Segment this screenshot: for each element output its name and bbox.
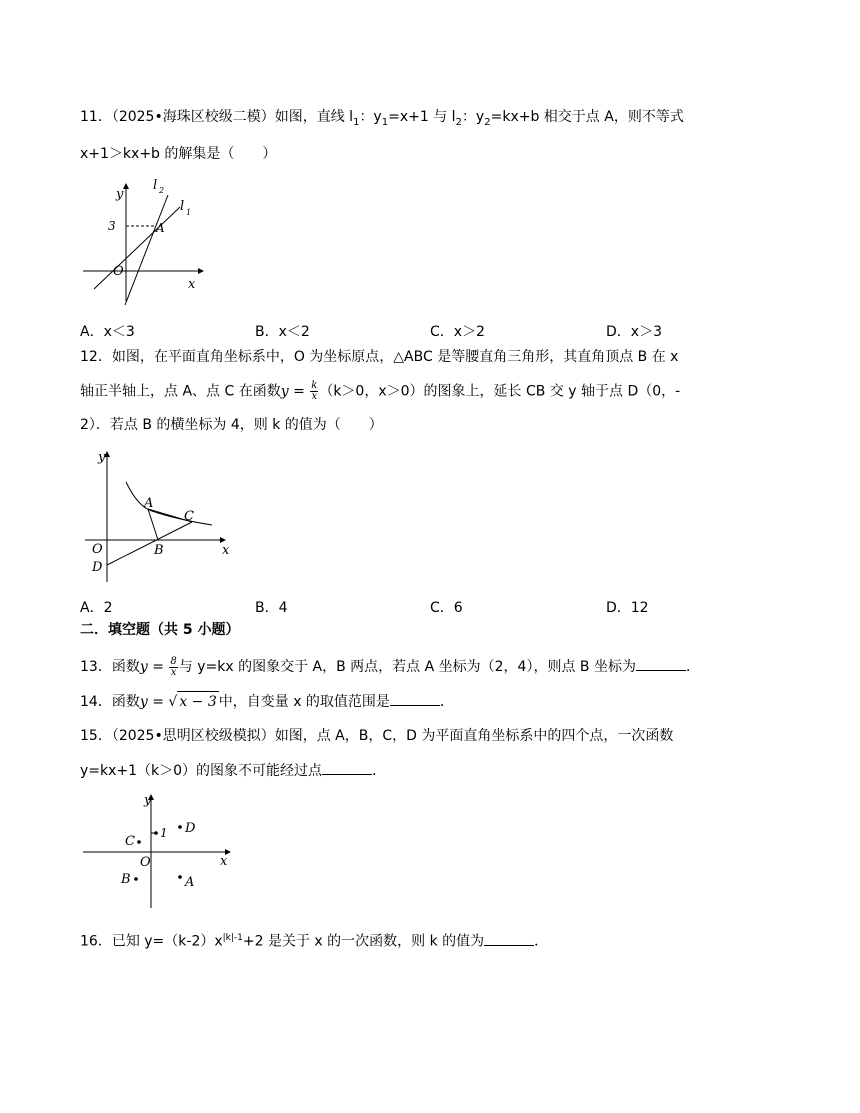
q15-line2 <box>80 760 386 781</box>
q12-label-d: D <box>92 560 103 575</box>
q12-label-b: B <box>154 543 164 558</box>
q11-line-l2 <box>125 195 168 305</box>
q12-math-eq: = <box>288 383 310 400</box>
q15-text: y=kx+1（k＞0）的图象不可能经过点 <box>80 763 323 779</box>
q14-text-b: 中，自变量 x 的取值范围是 <box>218 694 390 710</box>
q12-option-b: B．4 <box>255 600 288 616</box>
radical-sign-icon: √ <box>168 694 178 710</box>
q12-fraction <box>310 381 318 402</box>
q16-line <box>80 928 548 952</box>
q12-frac-den: x <box>311 391 318 402</box>
q13-math-y: y <box>139 659 148 675</box>
q15-point-c <box>137 840 141 844</box>
q13-math-eq: = <box>147 659 169 675</box>
q11-sub: 2 <box>484 116 491 128</box>
q11-option-c: C．x＞2 <box>430 324 485 340</box>
q13-fraction <box>169 657 177 678</box>
q15-label-o: O <box>140 855 151 870</box>
q13-frac-num: 8 <box>170 655 177 667</box>
q11-text-e: =kx+b 相交于点 A，则不等式 <box>490 109 684 125</box>
q15-label-b: B <box>121 872 131 887</box>
q12-line2 <box>80 381 680 402</box>
q11-label-o: O <box>113 264 124 279</box>
q12-text-a: 轴正半轴上，点 A、点 C 在函数 <box>80 383 281 400</box>
q12-label-c: C <box>184 509 194 524</box>
q12-hyperbola <box>126 482 212 525</box>
q15-label-c: C <box>125 834 135 849</box>
q16-text-b: +2 是关于 x 的一次函数，则 k 的值为 <box>242 933 485 950</box>
q11-label-l1: l <box>180 199 185 214</box>
q14-math-y: y <box>139 694 148 710</box>
q14-end: ． <box>439 694 454 710</box>
q11-label-3: 3 <box>108 219 116 233</box>
q13-line <box>80 656 700 678</box>
q15-label-y: y <box>144 793 152 808</box>
q11-label-a: A <box>156 221 165 235</box>
q11-sub: 1 <box>381 116 389 128</box>
q12-option-d: D．12 <box>606 600 649 616</box>
q16-text-a: 16．已知 y=（k-2）x <box>80 933 223 950</box>
q11-option-d: D．x＞3 <box>606 324 662 340</box>
q12-math-y: y <box>280 383 289 400</box>
q11-line-l1 <box>94 207 180 289</box>
q11-label-x: x <box>188 277 196 292</box>
q11-text-d: ：y <box>461 109 485 125</box>
q11-number: 11． <box>80 109 112 125</box>
q15-label-d: D <box>185 821 196 836</box>
q15-point-a <box>178 875 182 879</box>
q11-line2: x+1＞kx+b 的解集是（ ） <box>80 146 277 162</box>
q12-frac-num: k <box>311 380 318 391</box>
q12-line-cd <box>107 522 192 565</box>
q11-text-a: （2025•海珠区校级二模）如图，直线 l <box>111 109 354 125</box>
q11-line1 <box>80 107 684 133</box>
q11-option-a: A．x＜3 <box>80 324 135 340</box>
q13-text-b: 与 y=kx 的图象交于 A，B 两点，若点 A 坐标为（2，4），则点 B 坐标为 <box>178 659 636 675</box>
q16-exponent: |k|-1 <box>222 933 243 943</box>
q11-sub: 1 <box>353 116 360 128</box>
q15-label-x: x <box>220 854 228 869</box>
q11-label-l2-sub: 2 <box>159 186 165 195</box>
q11-x-arrow <box>198 268 204 274</box>
q11-y-arrow <box>123 183 129 189</box>
q11-figure <box>80 175 210 307</box>
q11-text-c: =x+1 与 l <box>388 109 456 125</box>
q12-label-y: y <box>98 450 106 465</box>
q13-answer-blank[interactable] <box>636 656 686 671</box>
q15-label-1: 1 <box>160 826 168 840</box>
q12-label-x: x <box>222 543 230 558</box>
q11-label-y: y <box>116 187 124 202</box>
q16-end: ． <box>534 933 549 950</box>
q15-line1: 15．（2025•思明区校级模拟）如图，点 A，B，C，D 为平面直角坐标系中的四个点，一次函数 <box>80 728 674 744</box>
q12-figure <box>80 445 240 585</box>
q15-label-a: A <box>185 875 195 890</box>
q15-point-1 <box>154 831 158 835</box>
q15-point-d <box>178 825 182 829</box>
q11-sub: 2 <box>455 116 462 128</box>
q11-text-b: ：y <box>359 109 382 125</box>
q13-text-a: 13．函数 <box>80 659 140 675</box>
q15-answer-blank[interactable] <box>322 760 372 775</box>
q12-text-b: （k＞0，x＞0）的图象上，延长 CB 交 y 轴于点 D（0，- <box>319 383 681 400</box>
q14-answer-blank[interactable] <box>390 691 440 706</box>
q14-sqrt-body: x − 3 <box>177 691 218 712</box>
q14-line <box>80 691 454 712</box>
q12-label-o: O <box>92 542 103 557</box>
q16-answer-blank[interactable] <box>484 931 534 946</box>
q12-line1: 12．如图，在平面直角坐标系中，O 为坐标原点，△ABC 是等腰直角三角形，其直角顶点 B 在 x <box>80 349 679 365</box>
q13-frac-den: x <box>170 666 177 678</box>
q15-point-b <box>134 877 138 881</box>
section-title-fill-blank: 二．填空题（共 5 小题） <box>80 622 240 638</box>
q12-line3: 2）．若点 B 的横坐标为 4，则 k 的值为（ ） <box>80 417 383 433</box>
q14-math-eq: = <box>147 694 169 710</box>
q12-option-a: A．2 <box>80 600 113 616</box>
q11-label-l2: l <box>153 178 158 193</box>
q13-end: ． <box>685 659 700 675</box>
q14-text-a: 14．函数 <box>80 694 140 710</box>
q12-label-a: A <box>144 496 154 511</box>
q12-side-ab <box>148 509 158 540</box>
q12-option-c: C．6 <box>430 600 463 616</box>
q11-option-b: B．x＜2 <box>255 324 310 340</box>
q11-label-l1-sub: 1 <box>186 208 192 217</box>
q15-end: ． <box>372 763 387 779</box>
q15-figure <box>80 790 240 915</box>
